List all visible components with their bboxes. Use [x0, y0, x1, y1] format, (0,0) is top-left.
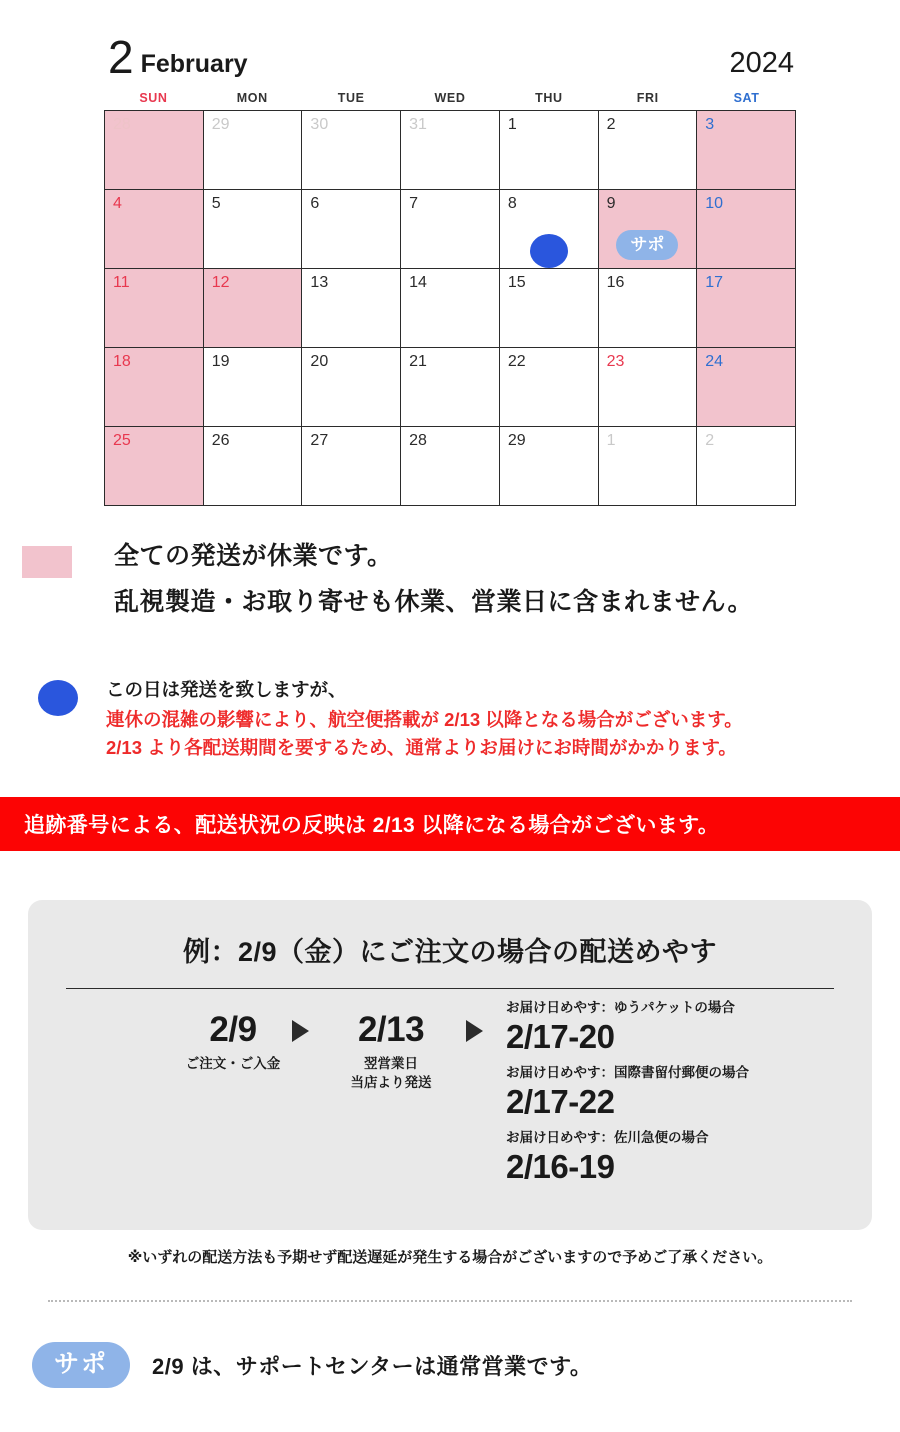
calendar-day-number: 28: [113, 116, 131, 133]
calendar-day-cell: [500, 427, 599, 506]
calendar-year: 2024: [729, 47, 794, 79]
calendar-day-number: 31: [409, 116, 427, 133]
calendar-day-number: 23: [606, 353, 625, 370]
flow-step-ship-caption-2: 当店より発送: [350, 1075, 432, 1090]
calendar-day-number: 29: [211, 116, 230, 133]
legend-holiday-line1: 全ての発送が休業です。: [114, 542, 393, 570]
calendar-month-number: 2: [108, 31, 133, 83]
calendar-day-number: 7: [409, 195, 419, 212]
calendar-day-cell: [599, 427, 698, 506]
calendar-day-cell: [500, 111, 599, 190]
support-center-notice: [32, 1340, 892, 1390]
calendar-day-cell: [401, 269, 500, 348]
calendar: [104, 22, 796, 506]
flow-step-ship: [296, 1010, 486, 1092]
calendar-day-number: 26: [211, 432, 230, 449]
calendar-day-cell: [599, 348, 698, 427]
calendar-day-number: 19: [211, 353, 230, 370]
weekday-sun: SUN: [139, 91, 168, 105]
calendar-day-number: 2: [705, 432, 715, 449]
support-center-text: 2/9 は、サポートセンターは通常営業です。: [152, 1353, 593, 1379]
calendar-day-number: 30: [310, 116, 329, 133]
calendar-header: [104, 22, 796, 83]
calendar-day-number: 12: [211, 274, 230, 291]
calendar-day-cell: [599, 190, 698, 269]
weekday-thu: THU: [535, 91, 563, 105]
delivery-example-box: [28, 900, 872, 1230]
calendar-day-number: 20: [310, 353, 329, 370]
sapo-badge: サポ: [32, 1342, 130, 1388]
delivery-estimate-value: 2/16-19: [506, 1148, 615, 1185]
calendar-day-number: 9: [606, 195, 616, 212]
calendar-day-number: 16: [606, 274, 625, 291]
calendar-day-cell: [204, 269, 303, 348]
calendar-day-cell: [105, 269, 204, 348]
delivery-estimate-label: お届け日めやす：国際書留付郵便の場合: [506, 1065, 749, 1080]
calendar-day-number: 6: [310, 195, 320, 212]
dotted-divider: [48, 1300, 852, 1302]
calendar-day-cell: [204, 427, 303, 506]
calendar-month-title: [108, 31, 248, 83]
delivery-estimate-value: 2/17-22: [506, 1083, 615, 1120]
calendar-day-cell: [302, 111, 401, 190]
delivery-estimate-label: お届け日めやす：佐川急便の場合: [506, 1130, 709, 1145]
calendar-day-cell: [302, 190, 401, 269]
calendar-day-cell: [401, 190, 500, 269]
legend-blue-line1: この日は発送を致しますが、: [106, 679, 347, 700]
calendar-day-number: 28: [409, 432, 427, 449]
calendar-day-number: 3: [705, 116, 715, 133]
calendar-day-cell: [105, 427, 204, 506]
calendar-day-number: 1: [606, 432, 616, 449]
calendar-day-cell: [500, 269, 599, 348]
calendar-day-number: 25: [113, 432, 131, 449]
calendar-day-number: 27: [310, 432, 329, 449]
weekday-fri: FRI: [636, 91, 659, 105]
calendar-day-number: 11: [113, 274, 130, 291]
calendar-day-cell: [401, 111, 500, 190]
calendar-day-cell: [105, 190, 204, 269]
legend-holiday-line2: 乱視製造・お取り寄せも休業、営業日に含まれません。: [114, 588, 754, 616]
calendar-day-cell: [697, 348, 796, 427]
calendar-day-cell: [500, 348, 599, 427]
calendar-day-cell: [105, 348, 204, 427]
delivery-estimate-label: お届け日めやす：ゆうパケットの場合: [506, 1000, 735, 1015]
weekday-wed: WED: [434, 91, 466, 105]
calendar-day-cell: [401, 348, 500, 427]
holiday-color-swatch: [22, 546, 72, 578]
calendar-day-number: 10: [705, 195, 724, 212]
calendar-day-cell: [599, 111, 698, 190]
calendar-day-number: 5: [211, 195, 221, 212]
divider: [66, 988, 834, 989]
flow-step-order-caption: ご注文・ご入金: [185, 1056, 281, 1071]
calendar-day-cell: [697, 111, 796, 190]
calendar-day-cell: [204, 111, 303, 190]
calendar-day-number: 8: [507, 195, 517, 212]
sapo-marker-badge: サポ: [616, 230, 678, 260]
legend-blue-line3: 2/13 より各配送期間を要するため、通常よりお届けにお時間がかかります。: [106, 737, 737, 758]
delivery-estimate-value: 2/17-20: [506, 1018, 615, 1055]
calendar-day-number: 14: [409, 274, 427, 291]
legend-blue-line2: 連休の混雑の影響により、航空便搭載が 2/13 以降となる場合がございます。: [106, 709, 743, 730]
tracking-notice-banner: [0, 797, 900, 851]
calendar-day-number: 17: [705, 274, 724, 291]
calendar-day-number: 4: [113, 195, 122, 212]
calendar-day-number: 15: [507, 274, 526, 291]
flow-step-ship-caption-1: 翌営業日: [364, 1056, 418, 1071]
delivery-estimates: [506, 998, 866, 1193]
calendar-day-cell: [204, 190, 303, 269]
calendar-day-number: 29: [507, 432, 526, 449]
delivery-estimate-row: [506, 998, 866, 1055]
calendar-day-number: 13: [310, 274, 329, 291]
calendar-grid: [104, 110, 796, 506]
tracking-notice-text: 追跡番号による、配送状況の反映は 2/13 以降になる場合がございます。: [24, 814, 720, 837]
flow-arrow-2: [466, 1020, 483, 1042]
delivery-disclaimer: ※いずれの配送方法も予期せず配送遅延が発生する場合がございますので予めご了承ください。: [127, 1249, 773, 1266]
delivery-estimate-row: [506, 1063, 866, 1120]
calendar-month-name: February: [140, 50, 248, 78]
blue-circle-marker-icon: [530, 234, 568, 268]
delivery-example-title: 例：2/9（金）にご注文の場合の配送めやす: [182, 937, 718, 967]
calendar-day-number: 22: [507, 353, 526, 370]
calendar-day-number: 24: [705, 353, 724, 370]
calendar-day-cell: [697, 427, 796, 506]
flow-step-order-date: 2/9: [209, 1010, 257, 1049]
calendar-day-number: 18: [113, 353, 131, 370]
weekday-tue: TUE: [337, 91, 365, 105]
flow-step-ship-date: 2/13: [357, 1010, 425, 1049]
calendar-day-number: 2: [606, 116, 616, 133]
calendar-day-cell: [302, 427, 401, 506]
calendar-day-cell: [204, 348, 303, 427]
calendar-weekday-row: [104, 86, 796, 110]
delivery-estimate-row: [506, 1128, 866, 1185]
calendar-day-cell: [697, 269, 796, 348]
calendar-day-cell: [599, 269, 698, 348]
calendar-day-number: 21: [409, 353, 427, 370]
weekday-mon: MON: [236, 91, 268, 105]
calendar-day-cell: [500, 190, 599, 269]
calendar-day-cell: [697, 190, 796, 269]
calendar-day-cell: [105, 111, 204, 190]
delivery-flow: [28, 1000, 872, 1230]
calendar-day-number: 1: [507, 116, 517, 133]
weekday-sat: SAT: [733, 91, 760, 105]
blue-circle-icon: [38, 680, 78, 716]
calendar-day-cell: [302, 269, 401, 348]
calendar-day-cell: [401, 427, 500, 506]
calendar-day-cell: [302, 348, 401, 427]
